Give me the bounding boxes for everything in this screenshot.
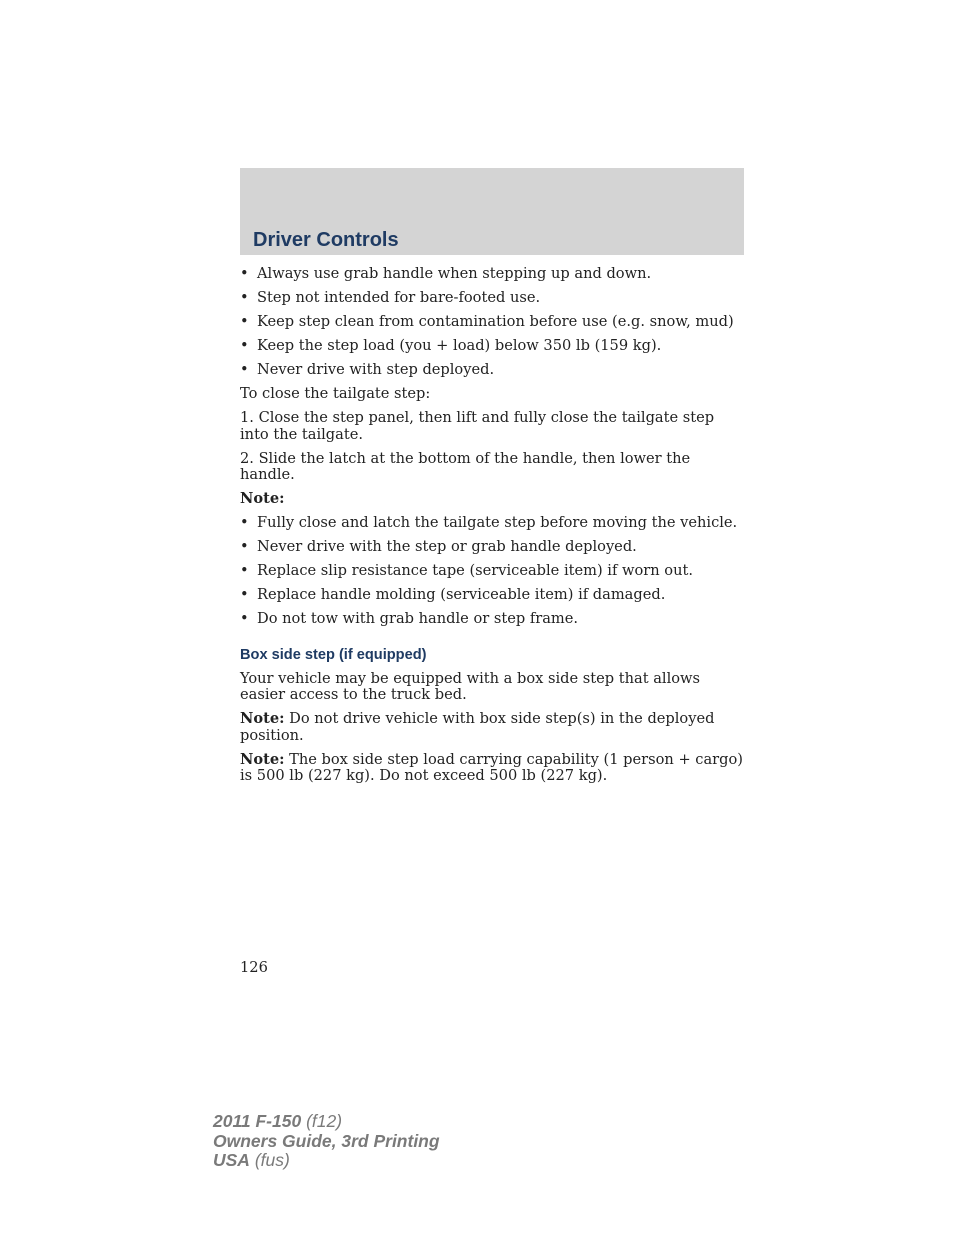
close-intro: To close the tailgate step: (240, 385, 431, 402)
bullet-icon: • (240, 361, 249, 378)
tailgate-step-precautions-list (240, 266, 744, 379)
footer-line-model: 2011 F-150 (f12) (213, 1111, 343, 1131)
box-side-step-note-1: Note: Do not drive vehicle with box side step(s) in the deployed position. (240, 710, 715, 744)
bullet-icon: • (240, 265, 249, 282)
footer-line-market: USA (fus) (213, 1150, 290, 1170)
document-footer (213, 1112, 440, 1171)
list-item: • Never drive with step deployed. (240, 361, 495, 378)
step-2: 2. Slide the latch at the bottom of the handle, then lower the handle. (240, 449, 691, 483)
bullet-icon: • (240, 610, 249, 627)
note-label: Note: (240, 710, 285, 727)
bullet-icon: • (240, 562, 249, 579)
box-side-step-heading: Box side step (if equipped) (240, 646, 427, 663)
note-label: Note: (240, 490, 285, 507)
note-label: Note: (240, 750, 285, 768)
list-item: • Do not tow with grab handle or step frame. (240, 610, 579, 627)
page-number: 126 (240, 959, 268, 976)
footer-line-guide: Owners Guide, 3rd Printing (213, 1130, 440, 1151)
box-side-step-note-2: Note: The box side step load carrying capability (1 person + cargo) is 500 lb (227 kg). Do not exceed 500 lb (227 kg). (240, 750, 743, 784)
page-content (240, 266, 744, 792)
bullet-icon: • (240, 514, 249, 531)
box-side-step-intro: Your vehicle may be equipped with a box side step that allows easier access to the truck bed. (240, 669, 701, 703)
list-item: • Always use grab handle when stepping up and down. (240, 265, 652, 282)
list-item: • Replace handle molding (serviceable item) if damaged. (240, 586, 666, 603)
list-item: • Keep step clean from contamination before use (e.g. snow, mud) (240, 313, 734, 330)
bullet-icon: • (240, 313, 249, 330)
list-item: • Fully close and latch the tailgate step before moving the vehicle. (240, 514, 738, 531)
bullet-icon: • (240, 538, 249, 555)
section-title: Driver Controls (253, 229, 399, 251)
tailgate-step-notes-list (240, 515, 744, 628)
list-item: • Replace slip resistance tape (serviceable item) if worn out. (240, 562, 693, 579)
list-item: • Never drive with the step or grab handle deployed. (240, 538, 637, 555)
list-item: • Keep the step load (you + load) below 350 lb (159 kg). (240, 337, 662, 354)
section-header-band (240, 168, 744, 255)
bullet-icon: • (240, 289, 249, 306)
bullet-icon: • (240, 586, 249, 603)
list-item: • Step not intended for bare-footed use. (240, 289, 541, 306)
step-1: 1. Close the step panel, then lift and fully close the tailgate step into the tailgate. (240, 409, 715, 443)
bullet-icon: • (240, 337, 249, 354)
